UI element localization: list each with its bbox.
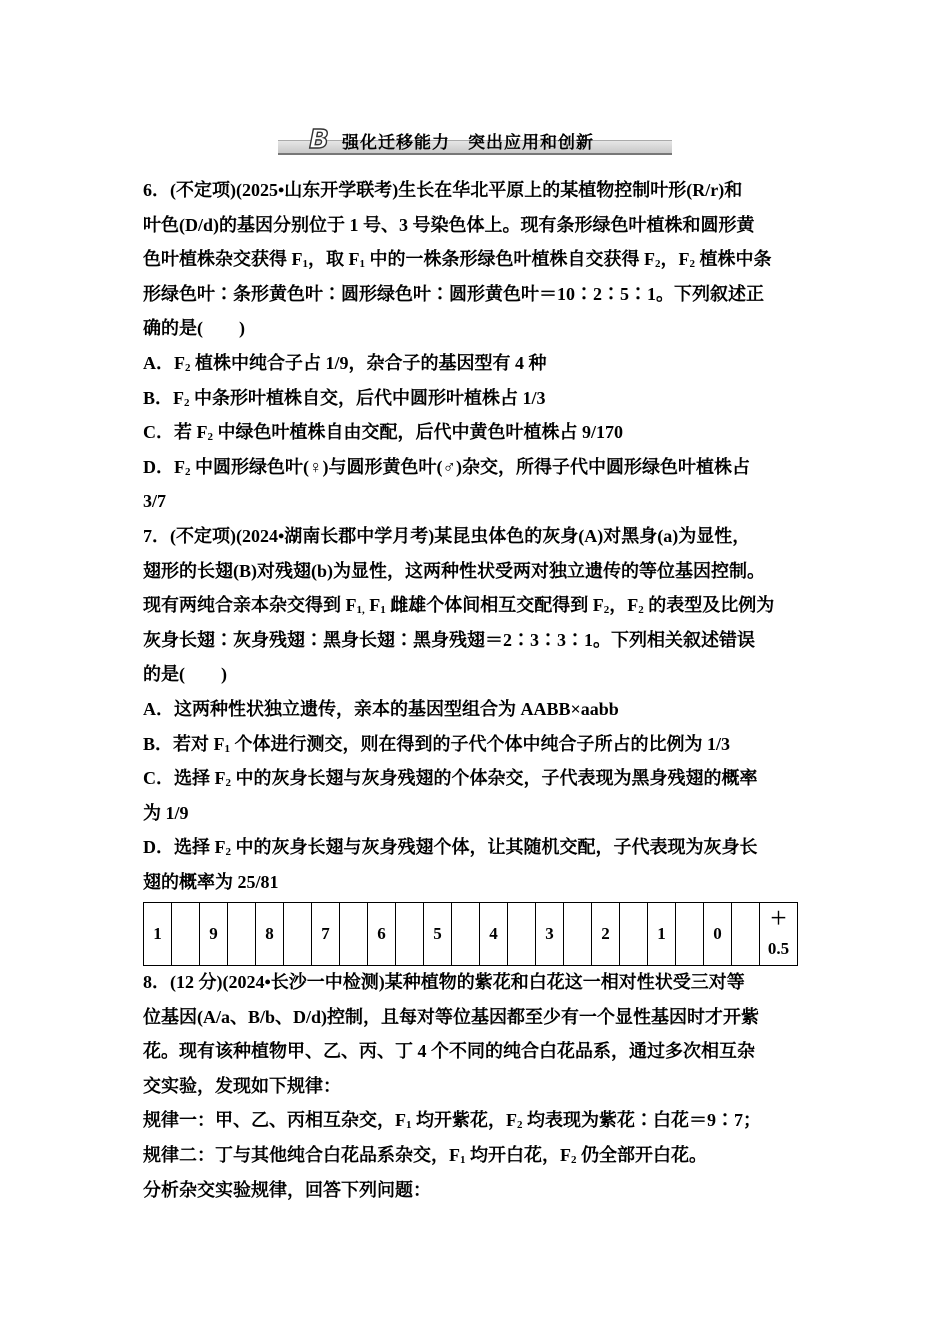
score-table — [143, 902, 798, 966]
text-run: 均开白花，F — [465, 1144, 571, 1165]
subscript: 2 — [603, 604, 610, 617]
text-run: 3/7 — [143, 491, 167, 512]
text-run: A．F — [143, 352, 185, 373]
subscript: 2 — [185, 465, 191, 478]
text-run: 叶色(D/d)的基因分别位于 1 号、3 号染色体上。现有条形绿色叶植株和圆形黄 — [143, 214, 755, 235]
subscript: 2 — [638, 604, 644, 617]
score-cell: 8 — [256, 903, 284, 966]
text-line — [143, 381, 808, 416]
subscript: 2 — [689, 258, 695, 271]
question-block — [143, 173, 808, 899]
text-run: C．若 F — [143, 422, 208, 443]
text-line — [143, 796, 808, 831]
text-line — [143, 692, 808, 727]
text-line — [143, 1173, 808, 1208]
text-run: F — [364, 595, 381, 616]
subscript: 2 — [225, 777, 231, 790]
text-line — [143, 519, 808, 554]
text-run: 灰身长翅∶灰身残翅∶黑身长翅∶黑身残翅＝2∶3∶3∶1。下列相关叙述错误 — [143, 629, 755, 650]
text-run: 规律一：甲、乙、丙相互杂交，F — [143, 1110, 406, 1131]
text-line — [143, 1138, 808, 1173]
question-6 — [143, 173, 808, 519]
score-cell: 4 — [480, 903, 508, 966]
score-table-row — [144, 903, 798, 966]
score-blank-cell — [508, 903, 536, 966]
score-blank-cell — [228, 903, 256, 966]
text-line — [143, 588, 808, 623]
text-line — [143, 761, 808, 796]
text-run: 形绿色叶∶条形黄色叶∶圆形绿色叶∶圆形黄色叶＝10∶2∶5∶1。下列叙述正 — [143, 283, 764, 304]
text-line — [143, 623, 808, 658]
plus-sign: ＋ — [770, 909, 787, 928]
text-run: 的是( ) — [143, 664, 227, 685]
question-7 — [143, 519, 808, 900]
text-line — [143, 554, 808, 589]
text-run: D．F — [143, 456, 185, 477]
section-banner — [278, 124, 672, 158]
score-blank-cell — [676, 903, 704, 966]
text-run: 分析杂交实验规律，回答下列问题： — [143, 1179, 431, 1200]
subscript: 1 — [302, 258, 308, 271]
score-blank-cell — [284, 903, 312, 966]
text-run: ，F — [609, 595, 639, 616]
text-line — [143, 311, 808, 346]
text-run: 交实验，发现如下规律： — [143, 1075, 341, 1096]
text-run: 中的一株条形绿色叶植株自交获得 F — [365, 249, 655, 270]
text-line — [143, 965, 808, 1000]
text-run: 为 1/9 — [143, 802, 189, 823]
text-line — [143, 450, 808, 485]
score-cell: 7 — [312, 903, 340, 966]
text-run: 8．(12 分)(2024•长沙一中检测)某种植物的紫花和白花这一相对性状受三对等 — [143, 972, 745, 992]
text-run: 的表型及比例为 — [643, 595, 775, 616]
text-line — [143, 727, 808, 762]
text-line — [143, 1069, 808, 1104]
half-point: 0.5 — [767, 939, 790, 958]
text-run: 规律二：丁与其他纯合白花品系杂交，F — [143, 1144, 460, 1165]
score-blank-cell — [564, 903, 592, 966]
score-blank-cell — [340, 903, 368, 966]
text-run: 翅形的长翅(B)对残翅(b)为显性，这两种性状受两对独立遗传的等位基因控制。 — [143, 560, 765, 581]
text-run: 植株中纯合子占 1/9，杂合子的基因型有 4 种 — [190, 352, 547, 373]
score-cell: 1 — [648, 903, 676, 966]
score-cell: 0 — [704, 903, 732, 966]
text-run: 翅的概率为 25/81 — [143, 871, 279, 892]
subscript: 2 — [185, 361, 191, 374]
text-line — [143, 830, 808, 865]
text-run: 仍全部开白花。 — [576, 1144, 707, 1165]
text-run: 花。现有该种植物甲、乙、丙、丁 4 个不同的纯合白花品系，通过多次相互杂 — [143, 1041, 755, 1062]
score-blank-cell — [732, 903, 760, 966]
text-run: 植株中条 — [695, 249, 772, 270]
score-cell: 5 — [424, 903, 452, 966]
text-line — [143, 1034, 808, 1069]
text-run: B．若对 F — [143, 733, 225, 754]
text-run: 确的是( ) — [143, 318, 245, 339]
svg-text:B: B — [309, 125, 329, 154]
subscript: 2 — [207, 431, 213, 444]
text-line — [143, 173, 808, 208]
text-run: ，取 F — [308, 249, 360, 270]
text-run: B．F — [143, 387, 185, 408]
text-run: D．选择 F — [143, 837, 226, 858]
text-run: 中的灰身长翅与灰身残翅个体，让其随机交配，子代表现为灰身长 — [231, 837, 758, 858]
subscript: 2 — [184, 396, 190, 409]
text-line — [143, 346, 808, 381]
score-blank-cell — [172, 903, 200, 966]
subscript: 2 — [225, 846, 231, 859]
subscript: 1, — [356, 604, 365, 617]
score-cell: 2 — [592, 903, 620, 966]
text-line — [143, 657, 808, 692]
banner-title: 强化迁移能力 突出应用和创新 — [342, 133, 594, 153]
text-run: C．选择 F — [143, 768, 226, 789]
text-line — [143, 242, 808, 277]
score-blank-cell — [452, 903, 480, 966]
text-run: A．这两种性状独立遗传，亲本的基因型组合为 AABB×aabb — [143, 698, 619, 719]
text-run: 6．(不定项)(2025•山东开学联考)生长在华北平原上的某植物控制叶形(R/r)和 — [143, 180, 743, 200]
text-run: 均表现为紫花∶白花＝9∶7； — [522, 1110, 761, 1131]
score-cell-plus-half — [760, 903, 798, 966]
text-run: 位基因(A/a、B/b、D/d)控制，且每对等位基因都至少有一个显性基因时才开紫 — [143, 1006, 760, 1027]
text-run: 中条形叶植株自交，后代中圆形叶植株占 1/3 — [189, 387, 546, 408]
text-run: 中绿色叶植株自由交配，后代中黄色叶植株占 9/170 — [213, 422, 623, 443]
text-run: 7．(不定项)(2024•湖南长郡中学月考)某昆虫体色的灰身(A)对黑身(a)为显性， — [143, 525, 751, 546]
question-8 — [143, 965, 808, 1207]
subscript: 1 — [224, 742, 231, 755]
letter-b-badge-icon — [304, 124, 334, 154]
text-line — [143, 415, 808, 450]
text-line — [143, 1000, 808, 1035]
subscript: 1 — [380, 604, 386, 617]
text-run: ，F — [660, 249, 690, 270]
text-line — [143, 208, 808, 243]
subscript: 1 — [359, 258, 365, 271]
score-cell: 3 — [536, 903, 564, 966]
score-cell: 1 — [144, 903, 172, 966]
subscript: 1 — [460, 1153, 466, 1166]
subscript: 2 — [655, 258, 661, 271]
score-cell: 6 — [368, 903, 396, 966]
text-line — [143, 1103, 808, 1138]
text-line — [143, 484, 808, 519]
text-run: 色叶植株杂交获得 F — [143, 249, 303, 270]
text-run: 现有两纯合亲本杂交得到 F — [143, 595, 357, 616]
score-blank-cell — [620, 903, 648, 966]
subscript: 2 — [517, 1119, 523, 1132]
text-line — [143, 865, 808, 900]
subscript: 2 — [571, 1153, 577, 1166]
question-block-8 — [143, 965, 808, 1207]
score-cell: 9 — [200, 903, 228, 966]
subscript: 1 — [406, 1119, 412, 1132]
text-line — [143, 277, 808, 312]
text-run: 中圆形绿色叶(♀)与圆形黄色叶(♂)杂交，所得子代中圆形绿色叶植株占 — [190, 456, 750, 477]
text-run: 个体进行测交，则在得到的子代个体中纯合子所占的比例为 1/3 — [230, 733, 731, 754]
text-run: 中的灰身长翅与灰身残翅的个体杂交，子代表现为黑身残翅的概率 — [231, 768, 758, 789]
score-blank-cell — [396, 903, 424, 966]
text-run: 雌雄个体间相互交配得到 F — [385, 595, 604, 616]
text-run: 均开紫花，F — [411, 1110, 517, 1131]
